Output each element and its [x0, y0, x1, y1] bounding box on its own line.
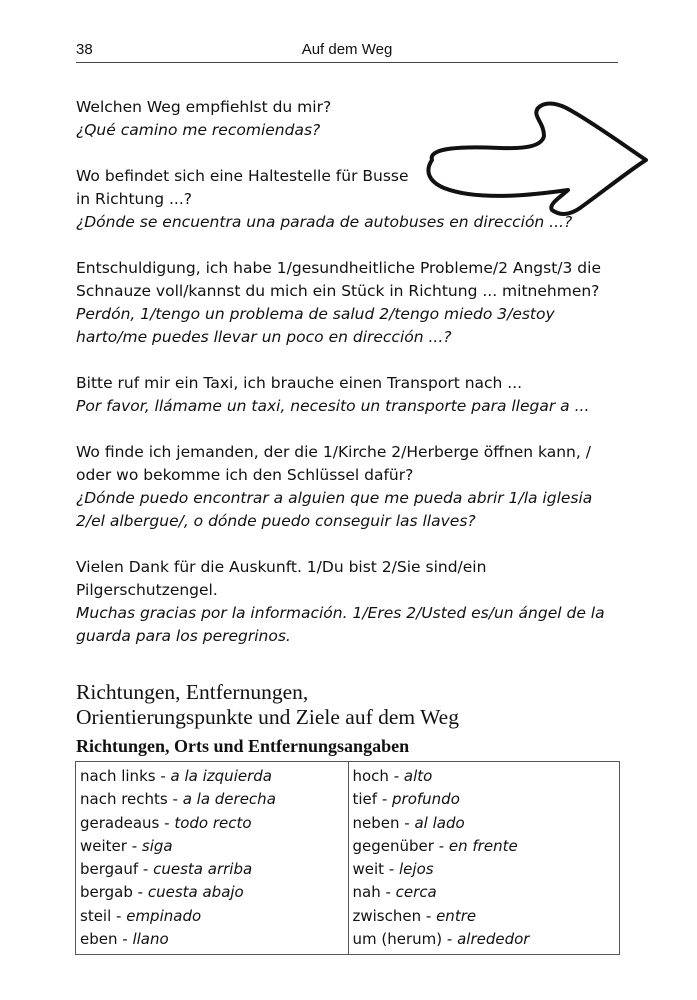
vocab-german: gegenüber [352, 836, 434, 855]
vocab-spanish: cuesta abajo [147, 883, 244, 902]
vocabulary-row: bergab - cuesta abajo [80, 883, 244, 902]
phrase-entry [76, 556, 624, 648]
vocabulary-row: bergauf - cuesta arriba [80, 860, 253, 879]
vocab-german: geradeaus [80, 813, 160, 832]
vocab-spanish: empinado [126, 906, 202, 925]
section-heading-line: Orientierungspunkte und Ziele auf dem Weg [76, 705, 459, 729]
vocabulary-row: eben - llano [80, 930, 169, 949]
vocab-german: um (herum) [352, 930, 443, 949]
vocab-spanish: alrededor [457, 930, 530, 949]
phrase-german: Wo finde ich jemanden, der die 1/Kirche 2/Herberge öffnen kann, / oder wo bekomme ich den Schlüssel dafür? [76, 443, 591, 484]
vocab-spanish: en frente [448, 836, 518, 855]
running-title: Auf dem Weg [301, 41, 393, 58]
vocab-german: hoch [352, 767, 389, 785]
phrase-german: Entschuldigung, ich habe 1/gesundheitliche Probleme/2 Angst/3 die Schnauze voll/kannst du mich ein Stück in Richtung ... mitnehmen? [76, 259, 601, 300]
vocab-spanish: cerca [395, 883, 437, 902]
phrase-german: Welchen Weg empfiehlst du mir? [76, 98, 332, 116]
vocabulary-row: hoch - alto [352, 767, 433, 785]
phrase-german: Wo befindet sich eine Haltestelle für Busse in Richtung ...? [76, 167, 409, 208]
vocabulary-row: tief - profundo [352, 790, 460, 809]
vocab-german: steil [80, 906, 112, 925]
vocab-spanish: todo recto [174, 813, 252, 832]
vocab-spanish: a la izquierda [170, 767, 272, 785]
phrase-german: Vielen Dank für die Auskunft. 1/Du bist 2/Sie sind/ein Pilgerschutzengel. [76, 558, 487, 599]
phrase-spanish: Perdón, 1/tengo un problema de salud 2/tengo miedo 3/estoy harto/me puedes llevar un poco en dirección ...? [76, 305, 555, 346]
vocab-german: bergauf [80, 860, 139, 879]
vocab-german: neben [352, 813, 400, 832]
vocab-german: bergab [80, 883, 133, 902]
page-header [76, 40, 618, 63]
vocabulary-row: neben - al lado [352, 813, 465, 832]
vocabulary-row: zwischen - entre [352, 906, 477, 925]
phrase-entry [76, 441, 624, 533]
vocab-spanish: siga [141, 836, 173, 855]
vocabulary-row: gegenüber - en frente [352, 836, 518, 855]
vocab-spanish: entre [436, 906, 477, 925]
vocab-german: weit [352, 860, 385, 879]
vocabulary-row: nah - cerca [352, 883, 437, 902]
vocab-spanish: lejos [399, 860, 434, 879]
phrase-german: Bitte ruf mir ein Taxi, ich brauche einen Transport nach ... [76, 374, 523, 392]
phrase-spanish: ¿Dónde puedo encontrar a alguien que me pueda abrir 1/la iglesia 2/el albergue/, o dónde puedo conseguir las llaves? [76, 489, 593, 530]
vocab-german: eben [80, 930, 118, 949]
vocab-spanish: cuesta arriba [153, 860, 253, 879]
vocabulary-row: nach links - a la izquierda [80, 767, 272, 785]
section-heading-line: Richtungen, Entfernungen, [76, 680, 309, 704]
vocab-spanish: al lado [414, 813, 465, 832]
phrase-entry [76, 257, 624, 349]
phrase-spanish: Por favor, llámame un taxi, necesito un transporte para llegar a ... [76, 397, 590, 415]
section-subheading: Richtungen, Orts und Entfernungsangaben [76, 736, 410, 756]
phrase-entry [76, 372, 624, 418]
vocabulary-row: geradeaus - todo recto [80, 813, 252, 832]
vocab-german: nach links [80, 767, 156, 785]
section-heading [76, 680, 636, 730]
phrase-spanish: ¿Dónde se encuentra una parada de autobuses en dirección ...? [76, 213, 573, 231]
vocabulary-column-right [348, 762, 620, 954]
vocabulary-table [75, 761, 620, 955]
vocabulary-row: weit - lejos [352, 860, 434, 879]
vocabulary-row: um (herum) - alrededor [352, 930, 530, 949]
phrase-spanish: Muchas gracias por la información. 1/Eres 2/Usted es/un ángel de la guarda para los peregrinos. [76, 604, 605, 645]
phrase-entry [76, 165, 624, 234]
vocab-spanish: llano [132, 930, 169, 949]
vocab-spanish: profundo [392, 790, 460, 809]
vocab-spanish: alto [403, 767, 433, 785]
vocabulary-column-left [76, 762, 348, 954]
page-number: 38 [76, 41, 93, 58]
vocab-german: tief [352, 790, 378, 809]
vocab-german: weiter [80, 836, 127, 855]
phrase-entry [76, 96, 624, 142]
vocab-german: nah [352, 883, 381, 902]
vocab-spanish: a la derecha [182, 790, 276, 809]
vocabulary-row: steil - empinado [80, 906, 202, 925]
vocabulary-row: weiter - siga [80, 836, 173, 855]
phrase-spanish: ¿Qué camino me recomiendas? [76, 121, 321, 139]
phrase-list [76, 96, 624, 671]
vocabulary-row: nach rechts - a la derecha [80, 790, 276, 809]
vocab-german: nach rechts [80, 790, 168, 809]
vocab-german: zwischen [352, 906, 422, 925]
